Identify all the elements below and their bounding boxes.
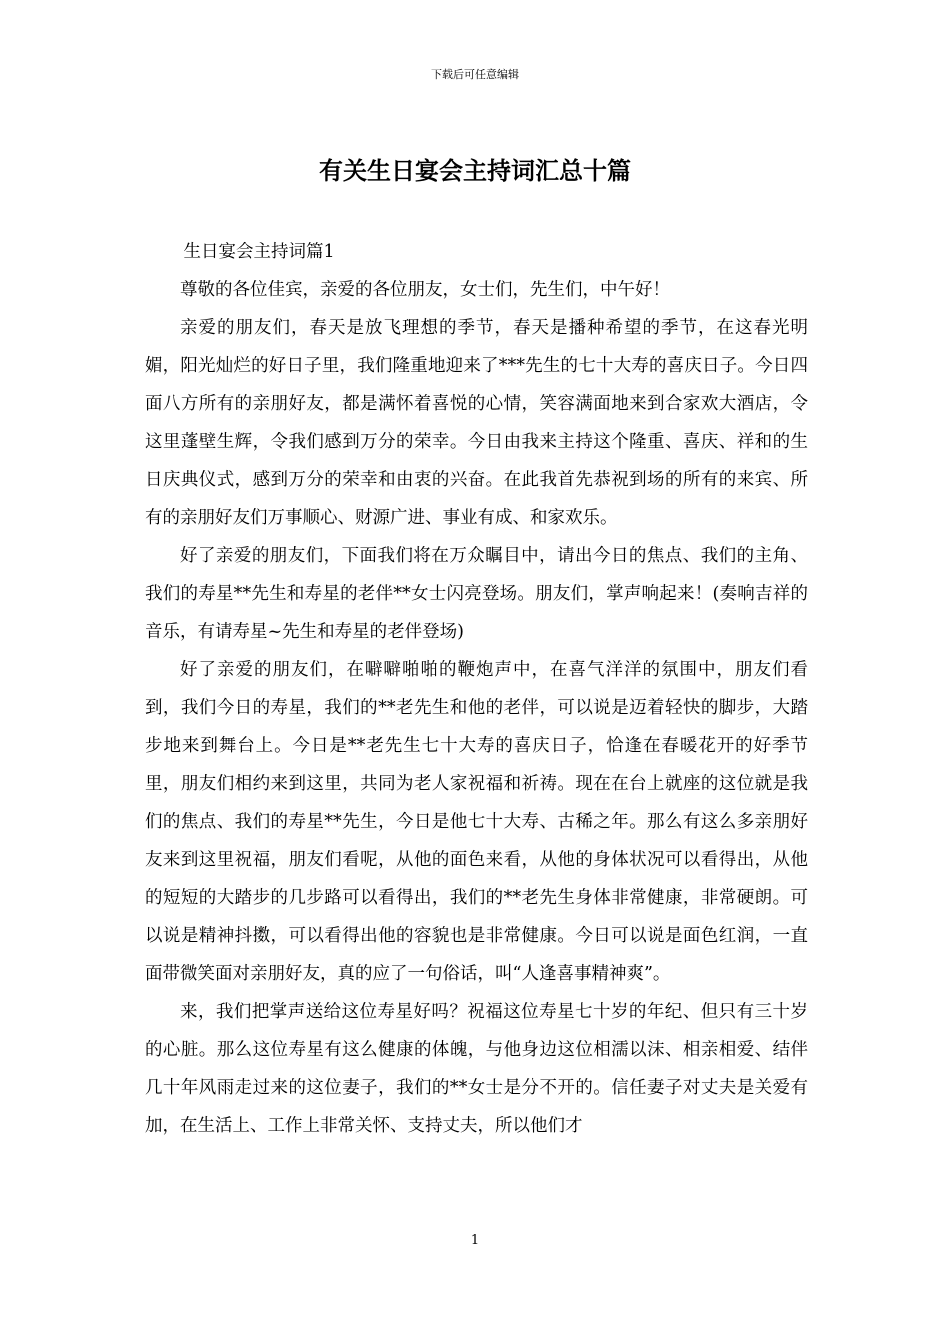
page-header: 下载后可任意编辑 [431,68,519,81]
paragraph-description: 好了亲爱的朋友们，在噼噼啪啪的鞭炮声中，在喜气洋洋的氛围中，朋友们看到，我们今日的寿星，我们的**老先生和他的老伴，可以说是迈着轻快的脚步，大踏步地来到舞台上。今日是**老先生七十大寿的喜庆日子，恰逢在春暖花开的好季节里，朋友们相约来到这里，共同为老人家祝福和祈祷。现在在台上就座的这位就是我们的焦点、我们的寿星**先生，今日是他七十大寿、古稀之年。那么有这么多亲朋好友来到这里祝福，朋友们看呢，从他的面色来看，从他的身体状况可以看得出，从他的短短的大踏步的几步路可以看得出，我们的**老先生身体非常健康，非常硬朗。可以说是精神抖擞，可以看得出他的容貌也是非常健康。今日可以说是面色红润，一直面带微笑面对亲朋好友，真的应了一句俗话，叫“人逢喜事精神爽”。 [145,660,808,984]
document-title: 有关生日宴会主持词汇总十篇 [319,156,631,185]
page-number: 1 [470,1233,480,1248]
paragraph-blessing: 来，我们把掌声送给这位寿星好吗？祝福这位寿星七十岁的年纪、但只有三十岁的心脏。那么这位寿星有这么健康的体魄，与他身边这位相濡以沫、相亲相爱、结伴几十年风雨走过来的这位妻子，我们的**女士是分不开的。信任妻子对丈夫是关爱有加，在生活上、工作上非常关怀、支持丈夫，所以他们才 [145,1002,808,1136]
paragraph-opening: 亲爱的朋友们，春天是放飞理想的季节，春天是播种希望的季节，在这春光明媚，阳光灿烂的好日子里，我们隆重地迎来了***先生的七十大寿的喜庆日子。今日四面八方所有的亲朋好友，都是满怀着喜悦的心情，笑容满面地来到合家欢大酒店，令这里蓬壁生辉，令我们感到万分的荣幸。今日由我来主持这个隆重、喜庆、祥和的生日庆典仪式，感到万分的荣幸和由衷的兴奋。在此我首先恭祝到场的所有的来宾、所有的亲朋好友们万事顺心、财源广进、事业有成、和家欢乐。 [145,318,808,528]
section-heading: 生日宴会主持词篇1 [183,242,335,262]
document-body [145,233,808,1145]
paragraph-introduction: 好了亲爱的朋友们，下面我们将在万众瞩目中，请出今日的焦点、我们的主角、我们的寿星**先生和寿星的老伴**女士闪亮登场。朋友们，掌声响起来！(奏响吉祥的音乐，有请寿星~先生和寿星的老伴登场) [145,546,808,642]
paragraph-greeting: 尊敬的各位佳宾，亲爱的各位朋友，女士们，先生们，中午好！ [180,280,670,300]
